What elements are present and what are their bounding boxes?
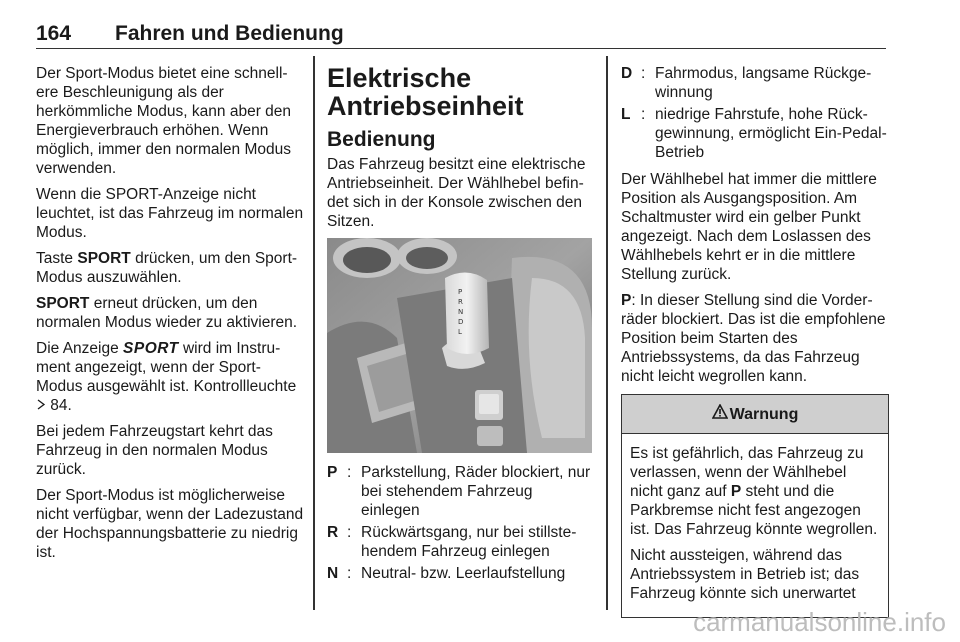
sport-button-label: SPORT (36, 295, 90, 312)
warning-box (621, 394, 889, 618)
column-right (621, 64, 889, 618)
list-item: N : Neutral- bzw. Leerlaufstellung (327, 565, 566, 582)
page-reference-icon (36, 397, 46, 414)
gear-letter: P (458, 288, 463, 296)
section-title: Elektrische Antriebseinheit (327, 63, 524, 121)
page-reference[interactable]: 84. (46, 397, 72, 414)
column-divider (313, 56, 315, 610)
gear-letter: D (458, 318, 464, 326)
warning-title: Warnung (729, 405, 799, 423)
gear-letter: N (458, 308, 464, 316)
warning-header (622, 395, 888, 434)
paragraph: Der Sport-Modus ist möglicherweise nicht verfügbar, wenn der Ladezustand der Hochspannungsbatterie zu niedrig ist. (36, 487, 304, 561)
gear-selector-photo (327, 238, 592, 453)
column-divider (606, 56, 608, 610)
paragraph: SPORT erneut drücken, um den normalen Modus wieder zu aktivieren. (36, 295, 298, 331)
page-header (36, 22, 886, 49)
paragraph: Wenn die SPORT-Anzeige nicht leuchtet, ist das Fahrzeug im normalen Modus. (36, 186, 304, 241)
list-item: D : Fahrmodus, langsame Rückgewinnung (621, 65, 872, 101)
paragraph: Das Fahrzeug besitzt eine elektrische Antriebseinheit. Der Wählhebel befindet sich in der Konsole zwischen den Sitzen. (327, 156, 586, 230)
page-number: 164 (36, 22, 72, 45)
sport-indicator-icon: SPORT (123, 340, 179, 357)
list-item: P : Parkstellung, Räder blockiert, nur bei stehendem Fahrzeug einlegen (327, 464, 591, 519)
warning-body (622, 434, 888, 603)
sport-button-label: SPORT (77, 250, 131, 267)
chapter-title: Fahren und Bedienung (115, 22, 344, 45)
paragraph: Bei jedem Fahrzeugstart kehrt das Fahrzeug in den normalen Modus zurück. (36, 423, 273, 478)
gear-letter: L (458, 328, 462, 336)
paragraph: P: In dieser Stellung sind die Vorderräder blockiert. Das ist die empfohlene Position beim Starten des Antriebssystems, da das Fahrzeug nicht leicht wegrollen kann. (621, 292, 886, 385)
paragraph: Die Anzeige SPORT wird im Instrument angezeigt, wenn der Sport-Modus ausgewählt ist. Kontrollleuchte 84. (36, 340, 297, 414)
gear-letter: R (458, 298, 463, 306)
column-middle (327, 64, 592, 591)
paragraph: Es ist gefährlich, das Fahrzeug zu verlassen, wenn der Wählhebel nicht ganz auf P steht und die Parkbremse nicht fest angezogen ist. Das Fahrzeug könnte wegrollen. (630, 445, 878, 538)
warning-triangle-icon (712, 404, 730, 424)
list-item: R : Rückwärtsgang, nur bei stillstehendem Fahrzeug einlegen (327, 524, 577, 560)
paragraph: Der Sport-Modus bietet eine schnellere Beschleunigung als der herkömmliche Modus, kann aber den Energieverbrauch erhöhen. Wenn möglich, immer den normalen Modus verwenden. (36, 65, 292, 177)
paragraph: Nicht aussteigen, während das Antriebssystem in Betrieb ist; das Fahrzeug könnte sich unerwartet (630, 547, 860, 602)
gear-definition-list (621, 64, 889, 162)
paragraph: Der Wählhebel hat immer die mittlere Position als Ausgangsposition. Am Schaltmuster wird ein gelber Punkt angezeigt. Nach dem Loslassen des Wählhebels kehrt er in die mittlere Stellung zurück. (621, 171, 877, 283)
gear-definition-list (327, 463, 592, 583)
list-item: L : niedrige Fahrstufe, hohe Rückgewinnung, ermöglicht Ein-Pedal-Betrieb (621, 106, 887, 161)
column-left (36, 64, 304, 569)
paragraph: Taste SPORT drücken, um den Sport-Modus auszuwählen. (36, 250, 298, 286)
section-subtitle: Bedienung (327, 128, 436, 151)
watermark: carmanualsonline.info (693, 607, 946, 637)
